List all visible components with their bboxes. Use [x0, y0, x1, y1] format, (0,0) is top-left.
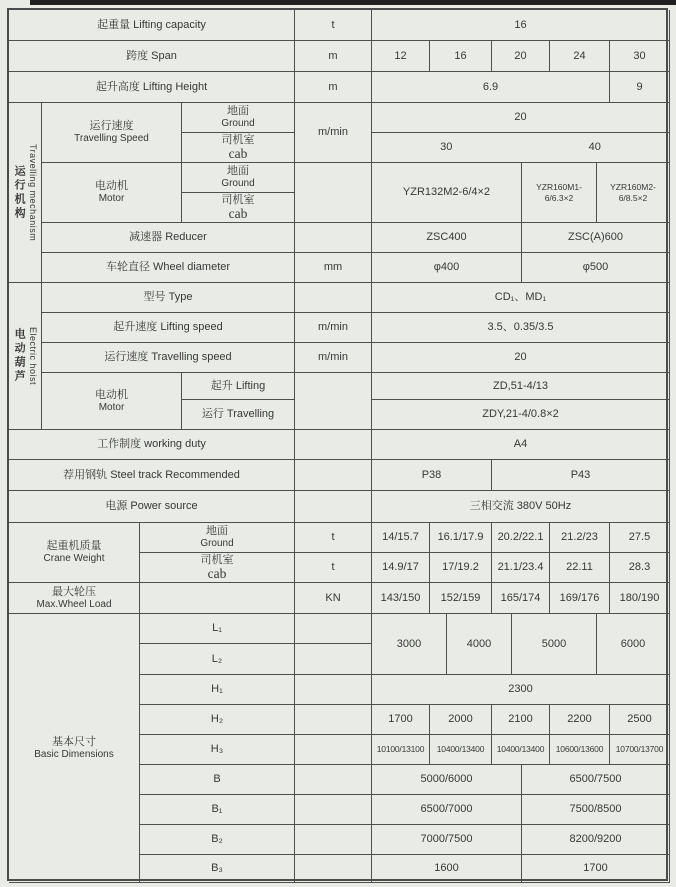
- section-electric-hoist: [9, 283, 42, 430]
- mwl-label-en: Max.Wheel Load: [36, 598, 112, 610]
- hoist-lifting-speed-label: 起升速度 Lifting speed: [42, 313, 295, 343]
- mech-motor-label-en: Motor: [98, 193, 125, 205]
- bd-label-cn: 基本尺寸: [52, 735, 96, 748]
- dim-l-value: 4000: [447, 614, 512, 675]
- travelling-speed-unit: m/min: [295, 103, 372, 163]
- mwl-value: 143/150: [372, 583, 430, 614]
- dim-h2-value: 2500: [610, 705, 670, 735]
- dim-h1-sublabel: H₁: [140, 675, 295, 705]
- travelling-speed-label-cn: 运行速度: [89, 120, 134, 133]
- dim-b3-unit: [295, 855, 372, 883]
- section-label-cn: 电动葫芦: [13, 328, 26, 384]
- power-source-value: 三相交流 380V 50Hz: [372, 491, 670, 523]
- dim-b1-value: 7500/8500: [522, 795, 670, 825]
- cw-cab-en: cab: [207, 566, 227, 582]
- steel-track-value: P38: [372, 460, 492, 491]
- steel-track-value: P43: [492, 460, 670, 491]
- power-source-unit: [295, 491, 372, 523]
- cw-ground-en: Ground: [200, 538, 234, 550]
- dim-h2-unit: [295, 705, 372, 735]
- reducer-value: ZSC(A)600: [522, 223, 670, 253]
- dim-h2-sublabel: H₂: [140, 705, 295, 735]
- cw-ground-value: 27.5: [610, 523, 670, 553]
- wheel-diameter-value: φ500: [522, 253, 670, 283]
- mwl-value: 152/159: [430, 583, 492, 614]
- mwl-unit: KN: [295, 583, 372, 614]
- max-wheel-load-label: [9, 583, 140, 614]
- lifting-height-value-last: 9: [610, 72, 670, 103]
- dim-h1-value: 2300: [372, 675, 670, 705]
- span-label: 跨度 Span: [9, 41, 295, 72]
- section-label-en: Travelling mechanism: [27, 143, 38, 242]
- dim-h3-unit: [295, 735, 372, 765]
- dim-l1-unit: [295, 614, 372, 644]
- dim-b-value: 5000/6000: [372, 765, 522, 795]
- reducer-label: 减速器 Reducer: [42, 223, 295, 253]
- hoist-lifting-speed-unit: m/min: [295, 313, 372, 343]
- ground-sublabel: [182, 103, 295, 133]
- motor-cab-sublabel: [182, 193, 295, 223]
- wheel-diameter-label: 车轮直径 Wheel diameter: [42, 253, 295, 283]
- cw-ground-value: 21.2/23: [550, 523, 610, 553]
- travelling-speed-label-en: Travelling Speed: [74, 133, 149, 145]
- dim-b-sublabel: B: [140, 765, 295, 795]
- dim-h3-value: 10600/13600: [550, 735, 610, 765]
- motor-cab-cn: 司机室: [221, 194, 255, 207]
- dim-l2-unit: [295, 644, 372, 675]
- working-duty-value: A4: [372, 430, 670, 460]
- scan-top-bar: [30, 0, 676, 5]
- dim-b1-value: 6500/7000: [372, 795, 522, 825]
- cab-speed-right: 40: [588, 141, 601, 154]
- crane-weight-label: [9, 523, 140, 583]
- motor-ground-sublabel: [182, 163, 295, 193]
- dim-b-value: 6500/7500: [522, 765, 670, 795]
- dim-b2-value: 8200/9200: [522, 825, 670, 855]
- hoist-motor-travelling-value: ZDY,21-4/0.8×2: [372, 400, 670, 430]
- ground-label-en: Ground: [221, 118, 255, 130]
- lifting-capacity-label: 起重量 Lifting capacity: [9, 10, 295, 41]
- mwl-value: 165/174: [492, 583, 550, 614]
- mwl-empty: [140, 583, 295, 614]
- dim-h3-sublabel: H₃: [140, 735, 295, 765]
- dim-l2-sublabel: L₂: [140, 644, 295, 675]
- hoist-travelling-speed-unit: m/min: [295, 343, 372, 373]
- dim-h2-value: 2100: [492, 705, 550, 735]
- cab-label-cn: 司机室: [221, 134, 255, 147]
- dim-b2-value: 7000/7500: [372, 825, 522, 855]
- reducer-value: ZSC400: [372, 223, 522, 253]
- cw-cab-unit: t: [295, 553, 372, 583]
- mwl-value: 169/176: [550, 583, 610, 614]
- working-duty-unit: [295, 430, 372, 460]
- section-travelling-mechanism: [9, 103, 42, 283]
- hoist-type-unit: [295, 283, 372, 313]
- hoist-motor-lifting-sublabel: 起升 Lifting: [182, 373, 295, 400]
- cw-ground-cn: 地面: [206, 525, 228, 538]
- hoist-motor-lifting-value: ZD,51-4/13: [372, 373, 670, 400]
- hoist-motor-unit: [295, 373, 372, 430]
- cw-cab-value: 22.11: [550, 553, 610, 583]
- hoist-lifting-speed-value: 3.5、0.35/3.5: [372, 313, 670, 343]
- hoist-motor-travelling-sublabel: 运行 Travelling: [182, 400, 295, 430]
- cw-cab-value: 14.9/17: [372, 553, 430, 583]
- cw-cab-value: 17/19.2: [430, 553, 492, 583]
- lifting-height-value: 6.9: [372, 72, 610, 103]
- crane-weight-cab-sublabel: [140, 553, 295, 583]
- bd-label-en: Basic Dimensions: [34, 748, 114, 760]
- span-unit: m: [295, 41, 372, 72]
- motor-ground-cn: 地面: [227, 165, 249, 178]
- span-value: 16: [430, 41, 492, 72]
- cw-ground-value: 20.2/22.1: [492, 523, 550, 553]
- mech-motor-label: [42, 163, 182, 223]
- hoist-motor-label-en: Motor: [98, 401, 125, 413]
- mech-motor-value: YZR160M2-6/8.5×2: [597, 163, 670, 223]
- dim-b-unit: [295, 765, 372, 795]
- hoist-type-value: CD₁、MD₁: [372, 283, 670, 313]
- dim-l-value: 5000: [512, 614, 597, 675]
- mech-motor-unit: [295, 163, 372, 223]
- travelling-speed-cab-values: [372, 133, 670, 163]
- cw-ground-value: 14/15.7: [372, 523, 430, 553]
- cab-speed-left: 30: [440, 141, 453, 154]
- span-value: 20: [492, 41, 550, 72]
- dim-l-value: 3000: [372, 614, 447, 675]
- dim-h3-value: 10400/13400: [492, 735, 550, 765]
- motor-cab-en: cab: [228, 206, 248, 222]
- power-source-label: 电源 Power source: [9, 491, 295, 523]
- mech-motor-label-cn: 电动机: [95, 180, 128, 193]
- cw-ground-value: 16.1/17.9: [430, 523, 492, 553]
- dim-h1-unit: [295, 675, 372, 705]
- span-value: 30: [610, 41, 670, 72]
- reducer-unit: [295, 223, 372, 253]
- crane-spec-table: [7, 8, 668, 881]
- dim-b2-unit: [295, 825, 372, 855]
- crane-weight-label-cn: 起重机质量: [46, 540, 102, 553]
- mwl-label-cn: 最大轮压: [52, 585, 96, 598]
- hoist-travelling-speed-label: 运行速度 Travelling speed: [42, 343, 295, 373]
- dim-b1-unit: [295, 795, 372, 825]
- span-value: 24: [550, 41, 610, 72]
- cab-label-en: cab: [228, 146, 248, 162]
- hoist-type-label: 型号 Type: [42, 283, 295, 313]
- mwl-value: 180/190: [610, 583, 670, 614]
- hoist-motor-label-cn: 电动机: [95, 388, 128, 401]
- mech-motor-value: YZR160M1-6/6.3×2: [522, 163, 597, 223]
- lifting-capacity-value: 16: [372, 10, 670, 41]
- hoist-motor-label: [42, 373, 182, 430]
- cw-cab-cn: 司机室: [200, 554, 234, 567]
- dim-h2-value: 2000: [430, 705, 492, 735]
- dim-b3-sublabel: B₃: [140, 855, 295, 883]
- crane-weight-label-en: Crane Weight: [43, 553, 105, 565]
- steel-track-unit: [295, 460, 372, 491]
- wheel-diameter-unit: mm: [295, 253, 372, 283]
- dim-h2-value: 1700: [372, 705, 430, 735]
- span-value: 12: [372, 41, 430, 72]
- dim-b1-sublabel: B₁: [140, 795, 295, 825]
- wheel-diameter-value: φ400: [372, 253, 522, 283]
- travelling-speed-ground-value: 20: [372, 103, 670, 133]
- crane-weight-ground-sublabel: [140, 523, 295, 553]
- cw-cab-value: 28.3: [610, 553, 670, 583]
- dim-h2-value: 2200: [550, 705, 610, 735]
- dim-h3-value: 10700/13700: [610, 735, 670, 765]
- cw-ground-unit: t: [295, 523, 372, 553]
- motor-ground-en: Ground: [221, 178, 255, 190]
- ground-label-cn: 地面: [227, 105, 249, 118]
- cab-sublabel: [182, 133, 295, 163]
- dim-l1-sublabel: L₁: [140, 614, 295, 644]
- hoist-travelling-speed-value: 20: [372, 343, 670, 373]
- dim-h3-value: 10400/13400: [430, 735, 492, 765]
- steel-track-label: 荐用钢轨 Steel track Recommended: [9, 460, 295, 491]
- dim-h3-value: 10100/13100: [372, 735, 430, 765]
- dim-b3-value: 1700: [522, 855, 670, 883]
- lifting-capacity-unit: t: [295, 10, 372, 41]
- dim-l-value: 6000: [597, 614, 670, 675]
- travelling-speed-label: [42, 103, 182, 163]
- basic-dimensions-label: [9, 614, 140, 883]
- dim-b2-sublabel: B₂: [140, 825, 295, 855]
- section-label-en: Electric hoist: [27, 326, 38, 386]
- lifting-height-label: 起升高度 Lifting Height: [9, 72, 295, 103]
- section-label-cn: 运行机构: [13, 164, 26, 221]
- cw-cab-value: 21.1/23.4: [492, 553, 550, 583]
- lifting-height-unit: m: [295, 72, 372, 103]
- dim-b3-value: 1600: [372, 855, 522, 883]
- mech-motor-value: YZR132M2-6/4×2: [372, 163, 522, 223]
- working-duty-label: 工作制度 working duty: [9, 430, 295, 460]
